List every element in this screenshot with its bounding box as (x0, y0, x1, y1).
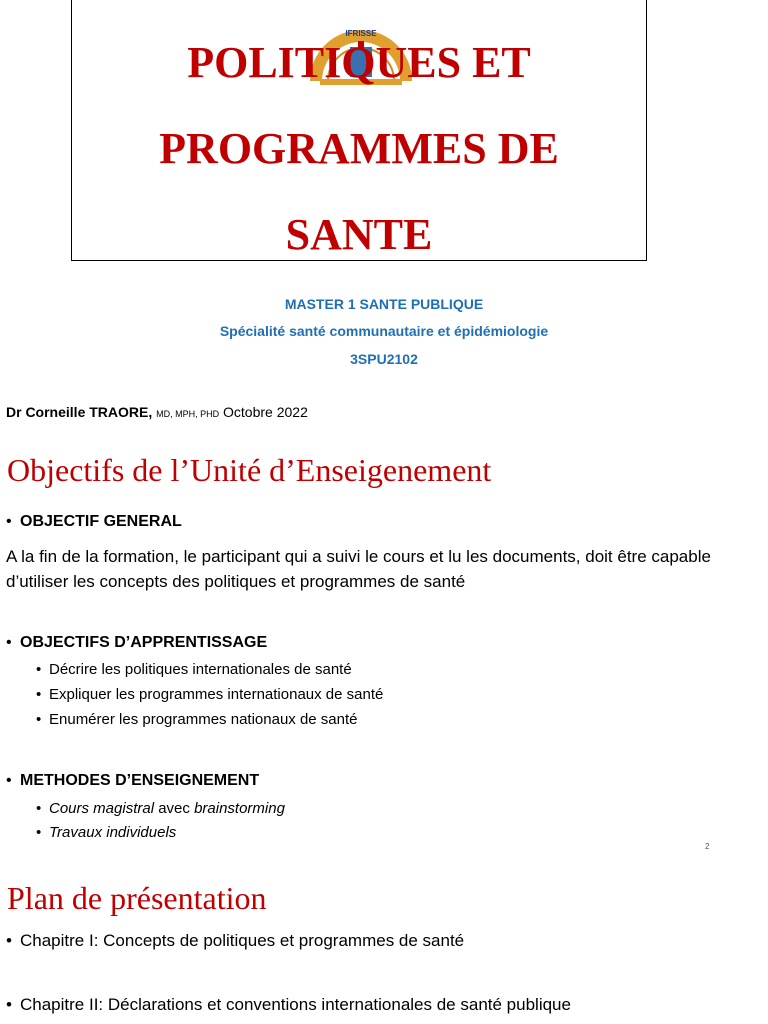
list-item: • Chapitre II: Déclarations et conventions internationales de santé publique (6, 995, 571, 1014)
list-item: • Cours magistral avec brainstorming (36, 800, 285, 817)
list-item: • Décrire les politiques internationales de santé (36, 661, 352, 678)
title-box (71, 0, 647, 261)
plan-heading: Plan de présentation (7, 880, 267, 916)
bullet-icon: • (6, 772, 12, 789)
list-item: • Enumérer les programmes nationaux de santé (36, 711, 358, 728)
objectives-heading: Objectifs de l’Unité d’Enseigenement (7, 452, 492, 488)
program-name: MASTER 1 SANTE PUBLIQUE (284, 296, 484, 312)
author-name: Dr Corneille TRAORE, (6, 404, 153, 420)
specialty: Spécialité santé communautaire et épidémiologie (219, 323, 549, 339)
methods-label: • METHODES D’ENSEIGNEMENT (6, 772, 260, 789)
list-item: • Expliquer les programmes internationaux de santé (36, 686, 384, 703)
date: Octobre 2022 (223, 404, 308, 420)
author-degrees: MD, MPH, PHD (156, 409, 220, 419)
title-line-2: PROGRAMMES DE (159, 124, 559, 173)
list-item: • Chapitre I: Concepts de politiques et programmes de santé (6, 931, 465, 950)
bullet-icon: • (6, 634, 12, 651)
author-line (6, 404, 308, 420)
course-code: 3SPU2102 (350, 351, 418, 367)
title-line-3: SANTE (285, 210, 433, 259)
title-line-1: POLITIQUES ET (187, 38, 531, 87)
bullet-icon: • (6, 513, 12, 530)
general-objective-text: A la fin de la formation, le participant qui a suivi le cours et lu les documents, doit être capable d’utiliser les concepts des politiques et programmes de santé (6, 547, 711, 591)
page-number: 2 (705, 842, 710, 851)
learning-objectives-label: • OBJECTIFS D’APPRENTISSAGE (6, 634, 268, 651)
general-objective-label: • OBJECTIF GENERAL (6, 513, 182, 530)
list-item: • Travaux individuels (36, 824, 177, 841)
svg-text:IFRISSE: IFRISSE (345, 29, 377, 38)
